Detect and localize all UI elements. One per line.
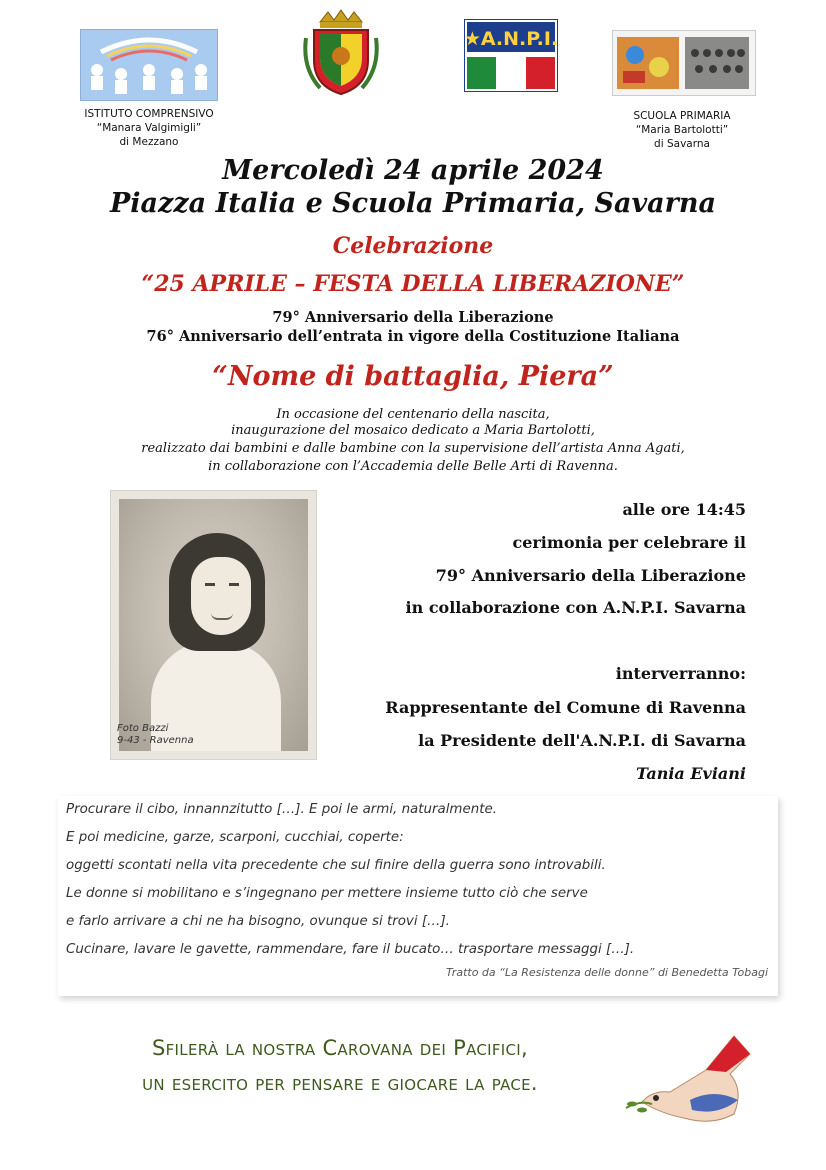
program-time: alle ore 14:45 [622,500,746,519]
quote-source: Tratto da “La Resistenza delle donne” di Benedetta Tobagi [445,966,768,979]
battle-name-title: “Nome di battaglia, Piera” [212,361,614,392]
caption-line: SCUOLA PRIMARIA [633,110,731,122]
school-photos-logo [612,30,756,96]
photo-signature-line: Foto Bazzi [117,723,169,734]
intro-line: in collaborazione con l’Accademia delle Belle Arti di Ravenna. [208,459,618,474]
photo-signature-line: 9-43 - Ravenna [117,735,194,746]
coat-of-arms-logo [300,8,382,98]
caption-line: “Maria Bartolotti” [635,124,729,136]
speaker-line: la Presidente dell'A.N.P.I. di Savarna [418,731,746,750]
peace-dove-art [622,1030,762,1130]
photo-figure-face [191,557,251,635]
caption-line: di Mezzano [119,136,179,148]
caption-line: ISTITUTO COMPRENSIVO [84,108,214,120]
photo-figure-eye [205,583,215,586]
event-place: Piazza Italia e Scuola Primaria, Savarna [109,188,717,219]
intro-line: inaugurazione del mosaico dedicato a Maria Bartolotti, [231,423,595,438]
intro-line: In occasione del centenario della nascita, [276,407,550,422]
photo-figure-eye [229,583,239,586]
photo-figure-mouth [211,613,233,620]
quote-line: Le donne si mobilitano e s’ingegnano per mettere insieme tutto ciò che serve [66,886,588,901]
quote-line: oggetti scontati nella vita precedente che sul finire della guerra sono introvabili. [66,858,606,873]
anniversary-line-1: 79° Anniversario della Liberazione [272,309,554,326]
slogan-line-1: Sfilerà la nostra Carovana dei Pacifici, [152,1036,528,1060]
speaker-name: Tania Eviani [635,764,746,783]
ceremony-line: 79° Anniversario della Liberazione [435,566,746,585]
peace-dove-icon [622,1030,762,1130]
anniversary-line-2: 76° Anniversario dell’entrata in vigore della Costituzione Italiana [146,328,680,345]
school-logo [80,29,218,101]
svg-text:★A.N.P.I.: ★A.N.P.I. [464,28,558,50]
anpi-logo [464,19,558,92]
quote-line: Cucinare, lavare le gavette, rammendare, fare il bucato… trasportare messaggi […]. [66,942,635,957]
right-logo-caption [606,109,758,151]
festa-title: “25 APRILE – FESTA DELLA LIBERAZIONE” [141,271,685,297]
caption-line: “Manara Valgimigli” [96,122,202,134]
quote-line: Procurare il cibo, innannzitutto […]. E poi le armi, naturalmente. [66,802,497,817]
quote-line: E poi medicine, garze, scarponi, cucchiai, coperte: [66,830,404,845]
anpi-logo-art [464,19,558,92]
caption-line: di Savarna [654,138,710,150]
quote-line: e farlo arrivare a chi ne ha bisogno, ovunque si trovi […]. [66,914,450,929]
coat-of-arms-art [300,8,382,98]
school-logo-art [81,30,217,100]
speakers-label: interverranno: [615,664,746,683]
quote-box [58,796,778,996]
event-date: Mercoledì 24 aprile 2024 [222,155,604,186]
portrait-photo [110,490,317,760]
intro-line: realizzato dai bambini e dalle bambine con la supervisione dell’artista Anna Agati, [141,441,685,456]
speaker-line: Rappresentante del Comune di Ravenna [385,698,746,717]
celebration-label: Celebrazione [332,233,494,259]
left-logo-caption [60,107,238,149]
photo-signature [117,723,194,747]
ceremony-line: in collaborazione con A.N.P.I. Savarna [405,598,746,617]
slogan-line-2: un esercito per pensare e giocare la pace. [142,1071,538,1095]
school-photos-art [613,31,755,95]
ceremony-line: cerimonia per celebrare il [512,533,746,552]
